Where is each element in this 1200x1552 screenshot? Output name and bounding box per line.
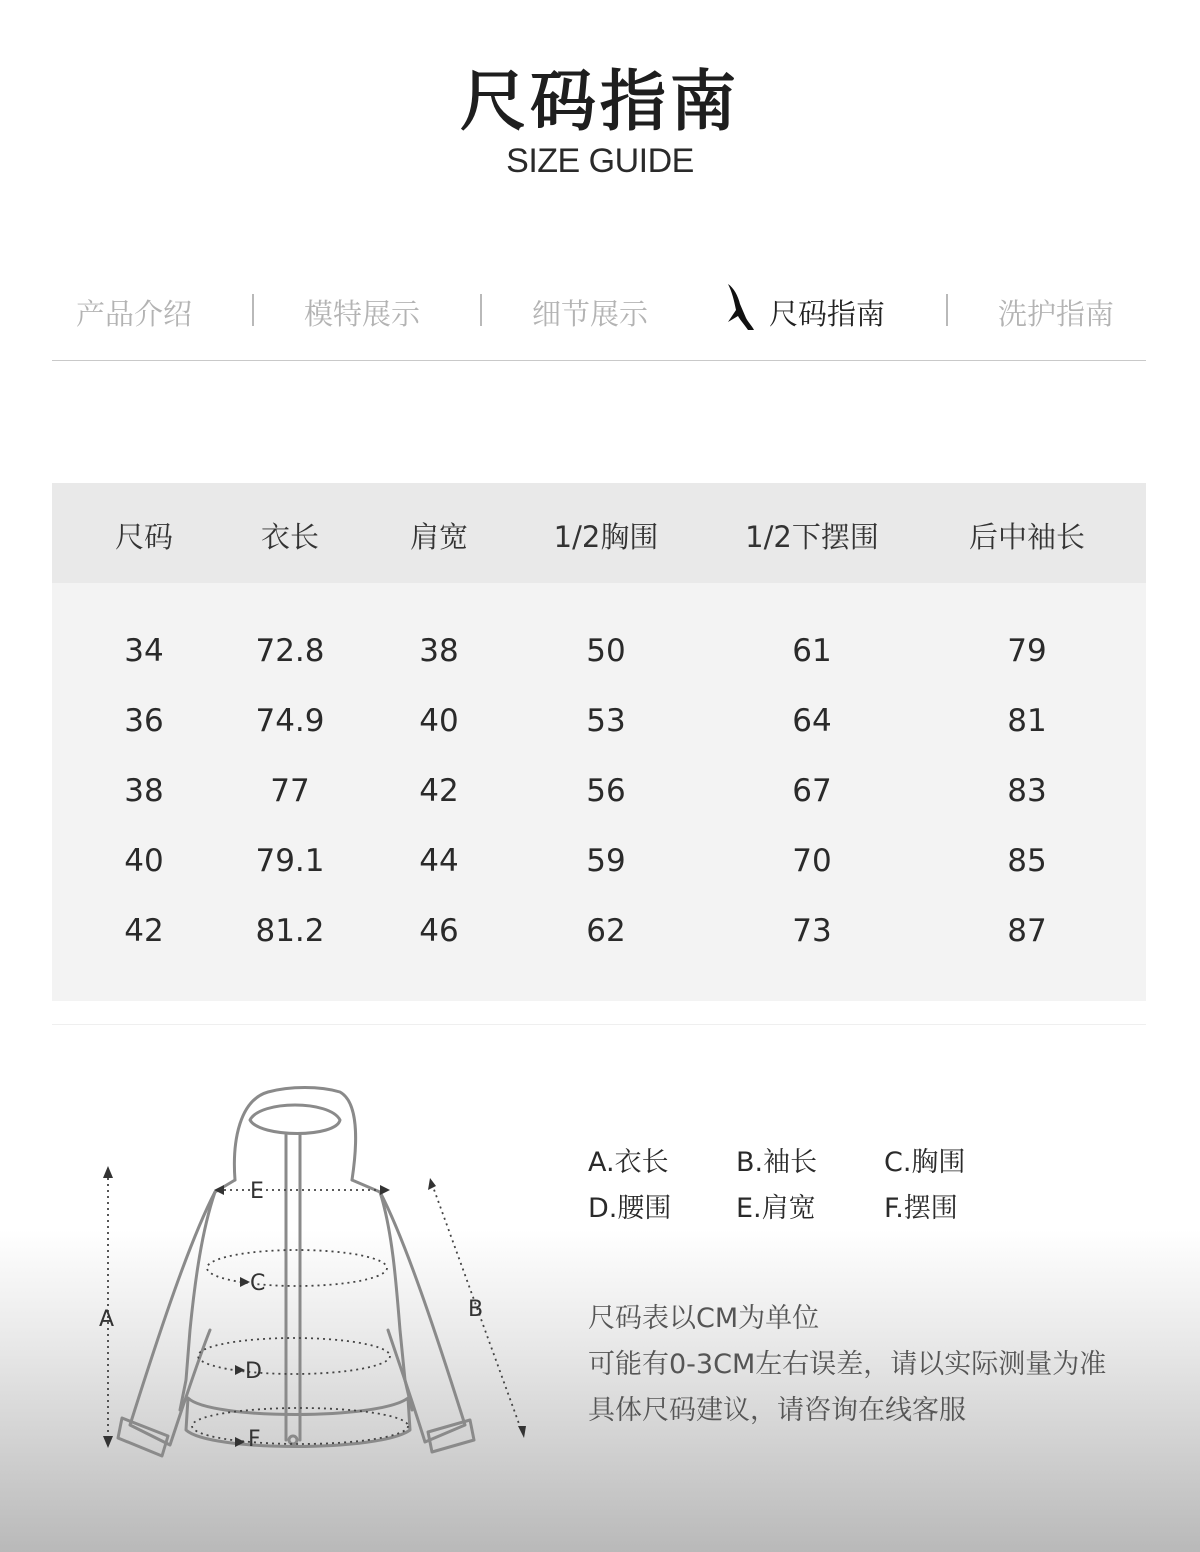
tab-details[interactable]: 细节展示: [532, 297, 649, 331]
note-line: 具体尺码建议，请咨询在线客服: [588, 1395, 966, 1426]
table-cell: 77: [270, 773, 310, 809]
table-cell: 46: [419, 913, 459, 949]
table-cell: 72.8: [255, 633, 325, 669]
tab-care-guide[interactable]: 洗护指南: [998, 297, 1115, 331]
brand-mark-icon: [724, 282, 756, 338]
table-cell: 85: [1007, 843, 1047, 879]
table-cell: 81.2: [255, 913, 325, 949]
header-hem: 1/2下摆围: [745, 520, 879, 554]
note-line: 尺码表以CM为单位: [588, 1303, 820, 1334]
table-cell: 87: [1007, 913, 1047, 949]
table-cell: 74.9: [255, 703, 325, 739]
tab-product-intro[interactable]: 产品介绍: [76, 297, 193, 331]
tab-model-show[interactable]: 模特展示: [304, 297, 421, 331]
size-table: [52, 483, 1146, 1001]
header-length: 衣长: [260, 520, 320, 554]
jacket-diagram: [90, 1080, 550, 1484]
tab-size-guide[interactable]: 尺码指南: [769, 297, 886, 331]
table-cell: 79: [1007, 633, 1047, 669]
table-cell: 59: [586, 843, 626, 879]
table-cell: 40: [419, 703, 459, 739]
tab-divider: [252, 294, 254, 326]
table-cell: 83: [1007, 773, 1047, 809]
table-cell: 42: [419, 773, 459, 809]
legend-item: C.胸围: [884, 1147, 966, 1178]
table-cell: 81: [1007, 703, 1047, 739]
page-title: 尺码指南: [460, 63, 740, 140]
label-e: E: [250, 1179, 264, 1204]
legend-item: B.袖长: [736, 1147, 818, 1178]
table-cell: 50: [586, 633, 626, 669]
tab-divider: [946, 294, 948, 326]
table-cell: 61: [792, 633, 832, 669]
header-size: 尺码: [114, 520, 174, 554]
table-cell: 42: [124, 913, 164, 949]
page-subtitle: SIZE GUIDE: [506, 142, 694, 180]
jacket-outline-icon: [118, 1088, 474, 1457]
label-c: C: [250, 1271, 266, 1296]
label-d: D: [245, 1359, 262, 1384]
table-cell: 44: [419, 843, 459, 879]
legend-item: D.腰围: [588, 1193, 672, 1224]
label-f: F: [248, 1427, 261, 1452]
header-chest: 1/2胸围: [553, 520, 659, 554]
table-cell: 53: [586, 703, 626, 739]
table-cell: 70: [792, 843, 832, 879]
legend-item: A.衣长: [588, 1147, 669, 1178]
measurement-guides: [108, 1172, 522, 1444]
table-cell: 64: [792, 703, 832, 739]
note-line: 可能有0-3CM左右误差，请以实际测量为准: [588, 1349, 1107, 1380]
table-cell: 79.1: [255, 843, 325, 879]
label-a: A: [99, 1307, 115, 1332]
header-shoulder: 肩宽: [409, 520, 469, 554]
table-cell: 38: [124, 773, 164, 809]
divider: [52, 1024, 1146, 1025]
table-header: [52, 483, 1146, 583]
table-cell: 34: [124, 633, 164, 669]
section-tabs: [52, 280, 1146, 361]
table-cell: 40: [124, 843, 164, 879]
table-cell: 36: [124, 703, 164, 739]
legend-item: F.摆围: [884, 1193, 958, 1224]
table-cell: 62: [586, 913, 626, 949]
arrow-icons: [103, 1166, 526, 1448]
tab-divider: [480, 294, 482, 326]
header-sleeve: 后中袖长: [968, 520, 1086, 554]
table-cell: 56: [586, 773, 626, 809]
legend-item: E.肩宽: [736, 1193, 816, 1224]
table-cell: 67: [792, 773, 832, 809]
table-cell: 73: [792, 913, 832, 949]
table-cell: 38: [419, 633, 459, 669]
label-b: B: [468, 1297, 484, 1322]
